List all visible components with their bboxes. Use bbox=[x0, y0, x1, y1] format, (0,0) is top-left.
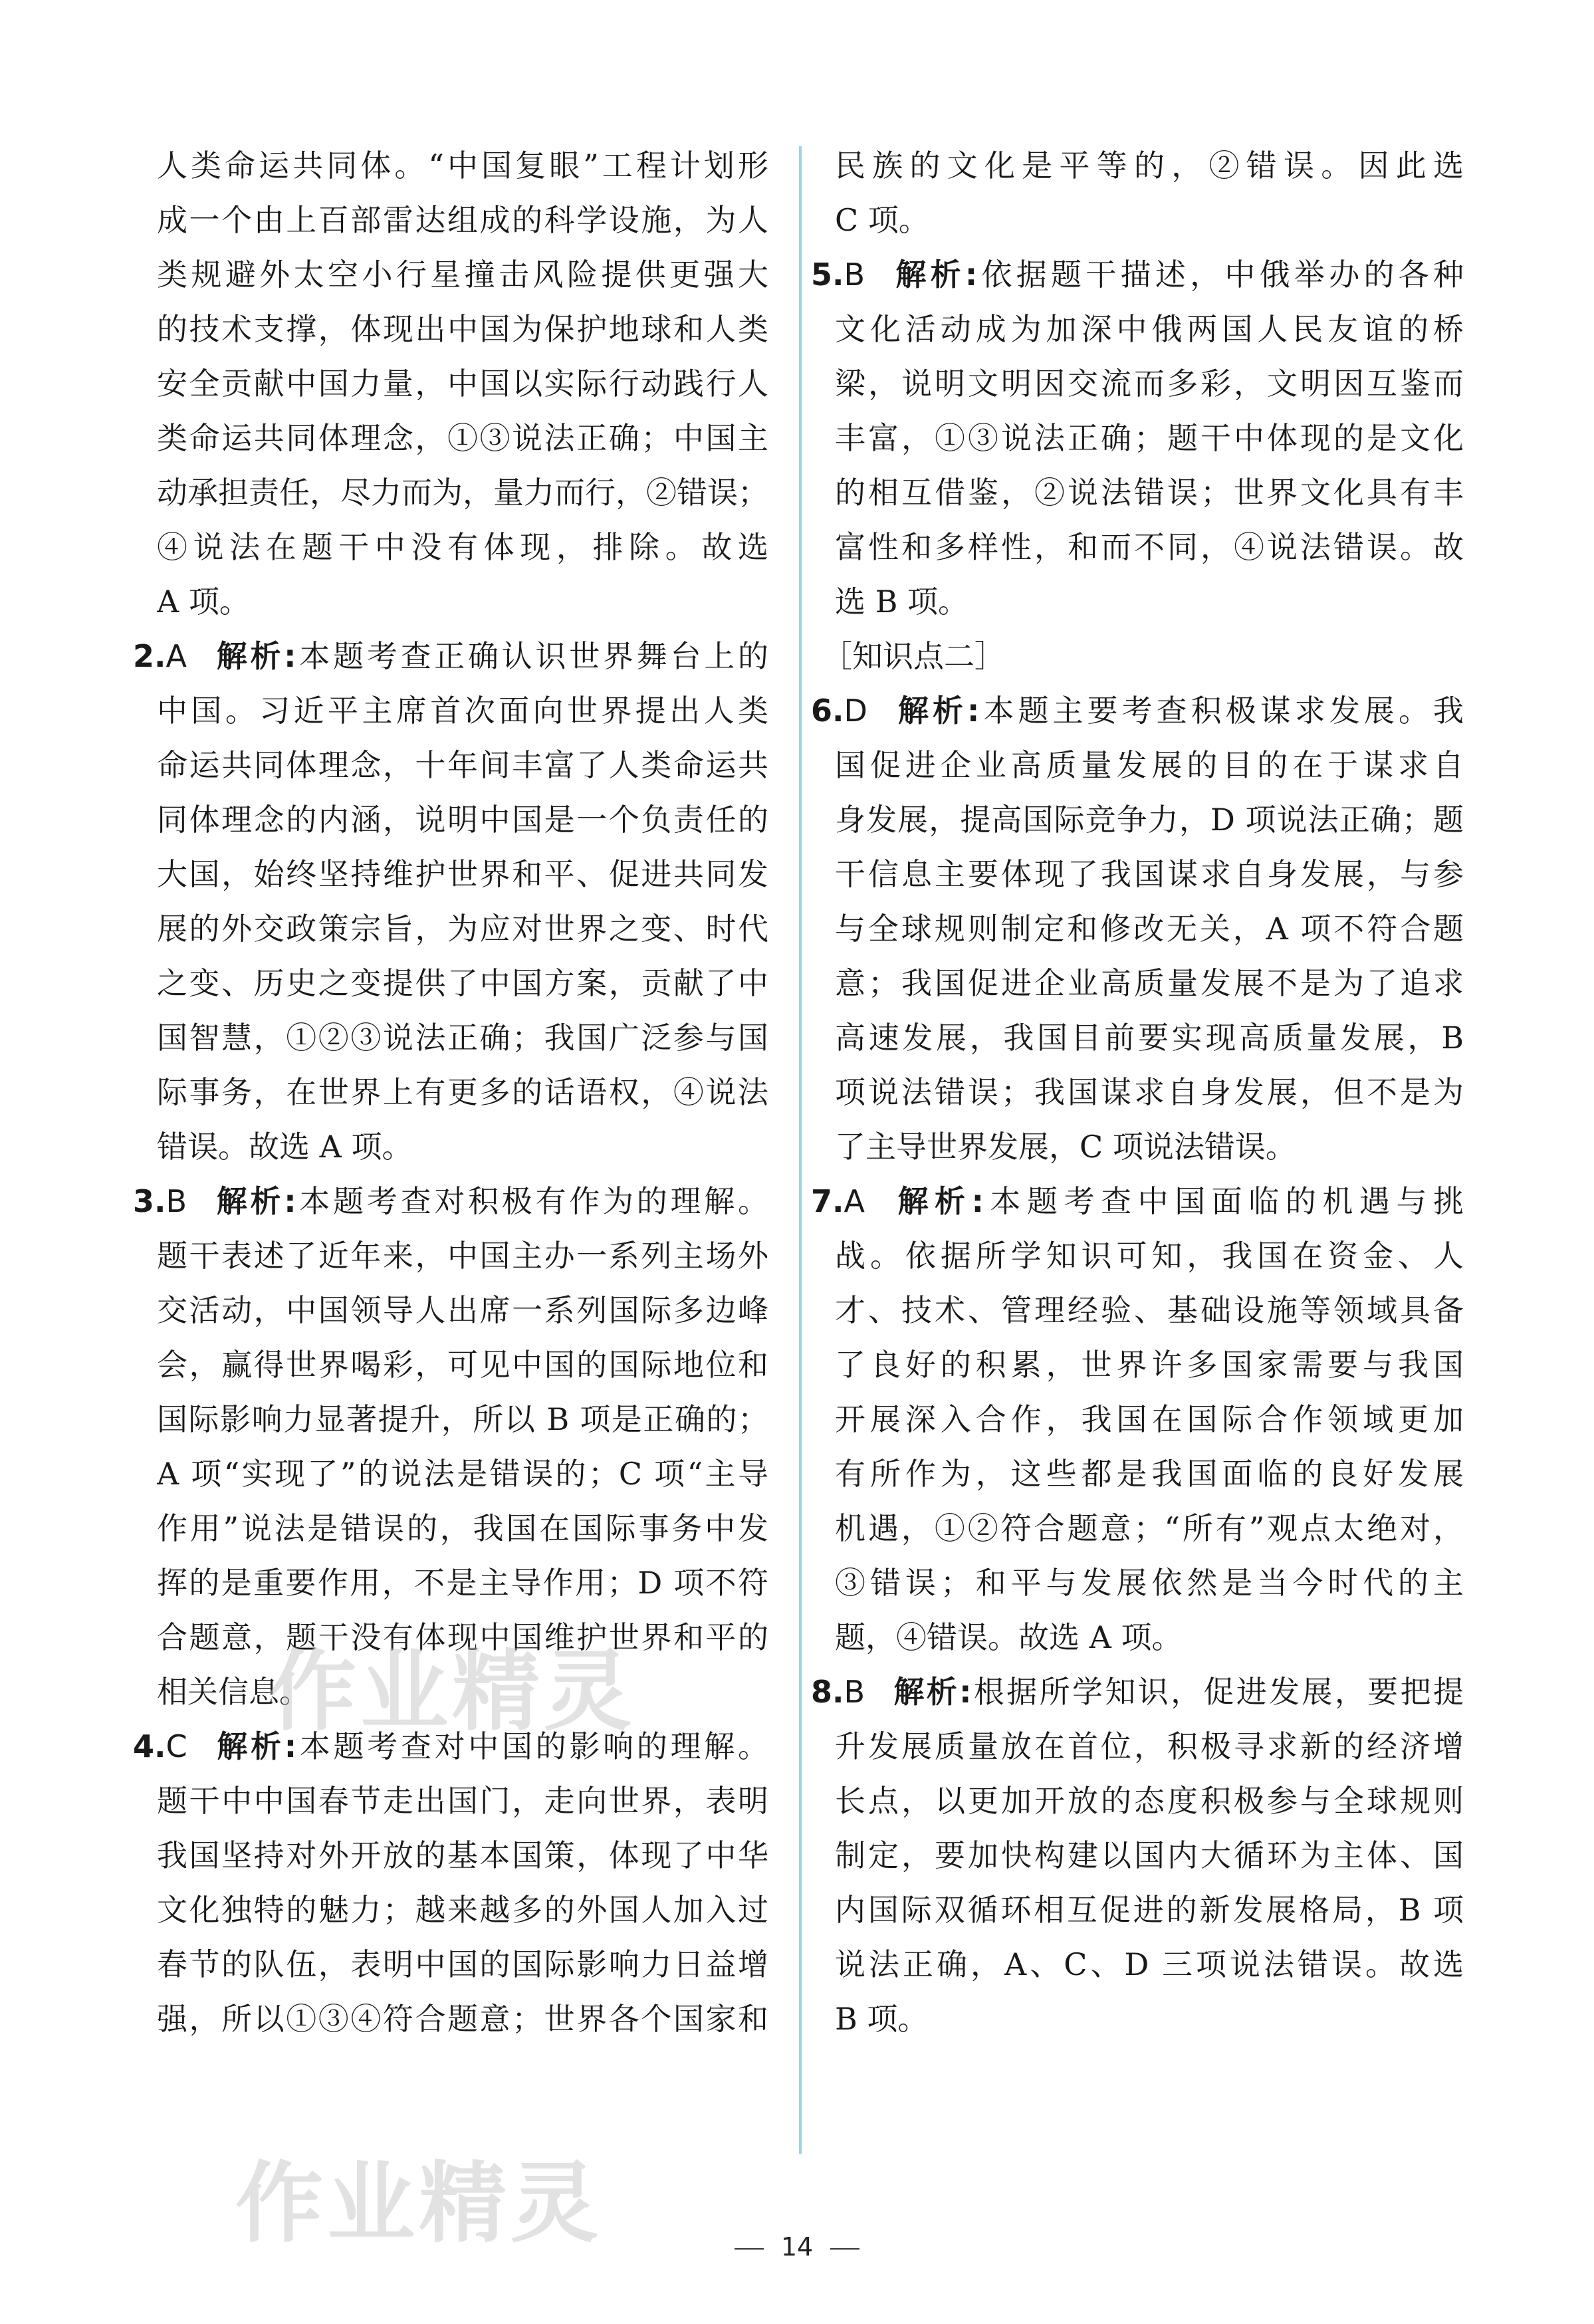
left-column bbox=[133, 138, 768, 2046]
line-text: 了良好的积累，世界许多国家需要与我国 bbox=[835, 1347, 1464, 1383]
text-line bbox=[157, 302, 768, 356]
text-line bbox=[835, 1828, 1464, 1883]
answer-letter: D bbox=[844, 693, 867, 729]
line-text: 春节的队伍，表明中国的国际影响力日益增 bbox=[157, 1946, 768, 1982]
question-line bbox=[811, 247, 1464, 302]
answer-letter: B bbox=[844, 1674, 865, 1710]
watermark: 作业精灵 bbox=[269, 1641, 635, 1743]
line-text: 题，④错误。故选 A 项。 bbox=[835, 1619, 1183, 1655]
text-line bbox=[835, 1883, 1464, 1937]
text-line bbox=[835, 1556, 1464, 1610]
line-text: 人类命运共同体。“中国复眼”工程计划形 bbox=[157, 148, 768, 183]
text-line bbox=[835, 1283, 1464, 1337]
analysis-tag: 解析: bbox=[891, 1183, 984, 1219]
line-text: 国促进企业高质量发展的目的在于谋求自 bbox=[835, 747, 1464, 783]
line-text: 类命运共同体理念，①③说法正确；中国主 bbox=[157, 420, 768, 456]
line-text: 国智慧，①②③说法正确；我国广泛参与国 bbox=[157, 1020, 768, 1056]
line-text: 本题考查对中国的影响的理解。 bbox=[296, 1728, 768, 1764]
text-line bbox=[835, 465, 1464, 520]
text-line bbox=[157, 738, 768, 792]
line-text: 命运共同体理念，十年间丰富了人类命运共 bbox=[157, 747, 768, 783]
line-text: 题干表述了近年来，中国主办一系列主场外 bbox=[157, 1238, 768, 1274]
line-text: 了主导世界发展，C 项说法错误。 bbox=[835, 1129, 1296, 1165]
analysis-tag: 解析: bbox=[213, 1728, 297, 1764]
answer-letter: A bbox=[166, 638, 187, 674]
text-line bbox=[835, 956, 1464, 1010]
line-text: 错误。故选 A 项。 bbox=[157, 1129, 413, 1165]
text-line bbox=[835, 1610, 1464, 1665]
text-line bbox=[835, 1719, 1464, 1774]
question-number: 3. bbox=[133, 1183, 166, 1219]
line-text: 大国，始终坚持维护世界和平、促进共同发 bbox=[157, 856, 768, 892]
text-line bbox=[835, 1774, 1464, 1828]
text-line bbox=[835, 1119, 1464, 1174]
text-line bbox=[835, 847, 1464, 901]
text-line bbox=[157, 1774, 768, 1828]
line-text: 的技术支撑，体现出中国为保护地球和人类 bbox=[157, 311, 768, 347]
text-line bbox=[157, 520, 768, 574]
line-text: 制定，要加快构建以国内大循环为主体、国 bbox=[835, 1837, 1464, 1873]
line-text: 文化活动成为加深中俄两国人民友谊的桥 bbox=[835, 311, 1464, 347]
text-line bbox=[835, 1501, 1464, 1556]
line-text: 选 B 项。 bbox=[835, 584, 969, 620]
line-text: 中国。习近平主席首次面向世界提出人类 bbox=[157, 693, 768, 729]
footer-dash-left bbox=[735, 2248, 764, 2250]
text-line bbox=[157, 138, 768, 193]
answer-letter: B bbox=[844, 257, 865, 292]
line-text: 本题主要考查积极谋求发展。我 bbox=[979, 693, 1464, 729]
text-line bbox=[835, 302, 1464, 356]
text-line bbox=[157, 411, 768, 465]
section-heading: ［知识点二］ bbox=[822, 638, 1005, 674]
line-text: 的相互借鉴，②说法错误；世界文化具有丰 bbox=[835, 475, 1464, 511]
text-line bbox=[157, 1992, 768, 2046]
line-text: 本题考查中国面临的机遇与挑 bbox=[983, 1183, 1464, 1219]
text-line bbox=[835, 138, 1464, 193]
text-line bbox=[157, 1392, 768, 1447]
text-line bbox=[835, 1065, 1464, 1119]
question-line bbox=[133, 1174, 768, 1228]
text-line bbox=[157, 1556, 768, 1610]
line-text: 项说法错误；我国谋求自身发展，但不是为 bbox=[835, 1074, 1464, 1110]
text-line bbox=[157, 193, 768, 247]
line-text: 国际影响力显著提升，所以 B 项是正确的； bbox=[157, 1401, 768, 1437]
line-text: 丰富，①③说法正确；题干中体现的是文化 bbox=[835, 420, 1464, 456]
text-line bbox=[157, 465, 768, 520]
watermark: 作业精灵 bbox=[235, 2152, 602, 2255]
question-number: 2. bbox=[133, 638, 166, 674]
footer-dash-right bbox=[830, 2248, 859, 2250]
line-text: B 项。 bbox=[835, 2001, 929, 2037]
text-line bbox=[157, 1119, 768, 1174]
text-line bbox=[835, 1992, 1464, 2046]
text-line bbox=[835, 356, 1464, 411]
text-line bbox=[157, 1010, 768, 1065]
line-text: ③错误；和平与发展依然是当今时代的主 bbox=[835, 1565, 1464, 1601]
line-text: 本题考查对积极有作为的理解。 bbox=[296, 1183, 768, 1219]
question-number: 6. bbox=[811, 693, 844, 729]
line-text: A 项“实现了”的说法是错误的；C 项“主导 bbox=[157, 1456, 768, 1492]
line-text: 干信息主要体现了我国谋求自身发展，与参 bbox=[835, 856, 1464, 892]
text-line bbox=[835, 1392, 1464, 1447]
line-text: 机遇，①②符合题意；“所有”观点太绝对， bbox=[835, 1510, 1464, 1546]
question-line bbox=[811, 1174, 1464, 1228]
text-line bbox=[157, 1065, 768, 1119]
analysis-tag: 解析: bbox=[213, 638, 296, 674]
line-text: 富性和多样性，和而不同，④说法错误。故 bbox=[835, 529, 1464, 565]
answer-letter: A bbox=[844, 1183, 865, 1219]
line-text: 作用”说法是错误的，我国在国际事务中发 bbox=[157, 1510, 768, 1546]
line-text: 说法正确，A、C、D 三项说法错误。故选 bbox=[835, 1946, 1464, 1982]
text-line bbox=[835, 1937, 1464, 1992]
line-text: 意；我国促进企业高质量发展不是为了追求 bbox=[835, 965, 1464, 1001]
answer-letter: B bbox=[166, 1183, 187, 1219]
line-text: 挥的是重要作用，不是主导作用；D 项不符 bbox=[157, 1565, 768, 1601]
text-line bbox=[157, 683, 768, 738]
text-line bbox=[835, 738, 1464, 792]
text-line bbox=[157, 1337, 768, 1392]
page-footer bbox=[0, 2232, 1594, 2262]
line-text: 才、技术、管理经验、基础设施等领域具备 bbox=[835, 1292, 1464, 1328]
line-text: 际事务，在世界上有更多的话语权，④说法 bbox=[157, 1074, 768, 1110]
answer-letter: C bbox=[166, 1728, 187, 1764]
line-text: 身发展，提高国际竞争力，D 项说法正确；题 bbox=[835, 802, 1464, 838]
line-text: 本题考查正确认识世界舞台上的 bbox=[296, 638, 768, 674]
question-number: 4. bbox=[133, 1728, 166, 1764]
line-text: 类规避外太空小行星撞击风险提供更强大 bbox=[157, 257, 768, 292]
question-line bbox=[133, 629, 768, 683]
analysis-tag: 解析: bbox=[893, 693, 980, 729]
line-text: 成一个由上百部雷达组成的科学设施，为人 bbox=[157, 202, 768, 238]
line-text: 交活动，中国领导人出席一系列国际多边峰 bbox=[157, 1292, 768, 1328]
analysis-tag: 解析: bbox=[891, 1674, 972, 1710]
line-text: 有所作为，这些都是我国面临的良好发展 bbox=[835, 1456, 1464, 1492]
text-line bbox=[835, 1447, 1464, 1501]
line-text: 开展深入合作，我国在国际合作领域更加 bbox=[835, 1401, 1464, 1437]
line-text: 升发展质量放在首位，积极寻求新的经济增 bbox=[835, 1728, 1464, 1764]
text-line bbox=[835, 792, 1464, 847]
text-line bbox=[835, 193, 1464, 247]
line-text: 依据题干描述，中俄举办的各种 bbox=[977, 257, 1464, 292]
line-text: 我国坚持对外开放的基本国策，体现了中华 bbox=[157, 1837, 768, 1873]
text-line bbox=[157, 247, 768, 302]
line-text: 展的外交政策宗旨，为应对世界之变、时代 bbox=[157, 911, 768, 947]
column-divider bbox=[799, 146, 802, 2154]
line-text: 相关信息。 bbox=[157, 1674, 310, 1710]
text-line bbox=[157, 1937, 768, 1992]
text-line bbox=[835, 901, 1464, 956]
line-text: 与全球规则制定和修改无关，A 项不符合题 bbox=[835, 911, 1464, 947]
analysis-tag: 解析: bbox=[891, 257, 978, 292]
line-text: 战。依据所学知识可知，我国在资金、人 bbox=[835, 1238, 1464, 1274]
line-text: 内国际双循环相互促进的新发展格局，B 项 bbox=[835, 1892, 1464, 1928]
question-number: 8. bbox=[811, 1674, 844, 1710]
line-text: 动承担责任，尽力而为，量力而行，②错误； bbox=[157, 475, 768, 511]
text-line bbox=[835, 1337, 1464, 1392]
text-line bbox=[157, 1883, 768, 1937]
question-line bbox=[811, 1665, 1464, 1719]
text-line bbox=[157, 956, 768, 1010]
line-text: 长点，以更加开放的态度积极参与全球规则 bbox=[835, 1783, 1464, 1819]
line-text: 题干中中国春节走出国门，走向世界，表明 bbox=[157, 1783, 768, 1819]
text-line bbox=[157, 356, 768, 411]
text-line bbox=[835, 411, 1464, 465]
question-number: 5. bbox=[811, 257, 844, 292]
text-line bbox=[835, 574, 1464, 629]
text-line bbox=[157, 574, 768, 629]
line-text: C 项。 bbox=[835, 202, 929, 238]
line-text: 高速发展，我国目前要实现高质量发展，B bbox=[835, 1020, 1464, 1056]
text-line bbox=[157, 1828, 768, 1883]
line-text: 民族的文化是平等的，②错误。因此选 bbox=[835, 148, 1464, 183]
page-number: 14 bbox=[780, 2232, 814, 2262]
text-line bbox=[157, 901, 768, 956]
line-text: A 项。 bbox=[157, 584, 250, 620]
line-text: 梁，说明文明因交流而多彩，文明因互鉴而 bbox=[835, 366, 1464, 402]
line-text: 同体理念的内涵，说明中国是一个负责任的 bbox=[157, 802, 768, 838]
text-line bbox=[835, 1228, 1464, 1283]
line-text: ④说法在题干中没有体现，排除。故选 bbox=[157, 529, 768, 565]
question-line bbox=[811, 683, 1464, 738]
text-line bbox=[157, 792, 768, 847]
right-column bbox=[811, 138, 1464, 2046]
text-line bbox=[157, 1501, 768, 1556]
line-text: 根据所学知识，促进发展，要把提 bbox=[971, 1674, 1464, 1710]
analysis-tag: 解析: bbox=[213, 1183, 296, 1219]
text-line bbox=[157, 847, 768, 901]
line-text: 强，所以①③④符合题意；世界各个国家和 bbox=[157, 2001, 768, 2037]
text-line bbox=[835, 520, 1464, 574]
line-text: 会，赢得世界喝彩，可见中国的国际地位和 bbox=[157, 1347, 768, 1383]
line-text: 文化独特的魅力；越来越多的外国人加入过 bbox=[157, 1892, 768, 1928]
text-line bbox=[157, 1283, 768, 1337]
line-text: 安全贡献中国力量，中国以实际行动践行人 bbox=[157, 366, 768, 402]
question-number: 7. bbox=[811, 1183, 844, 1219]
line-text: 之变、历史之变提供了中国方案，贡献了中 bbox=[157, 965, 768, 1001]
line-text: 合题意，题干没有体现中国维护世界和平的 bbox=[157, 1619, 768, 1655]
text-line bbox=[835, 1010, 1464, 1065]
text-line bbox=[157, 1447, 768, 1501]
text-line bbox=[157, 1228, 768, 1283]
